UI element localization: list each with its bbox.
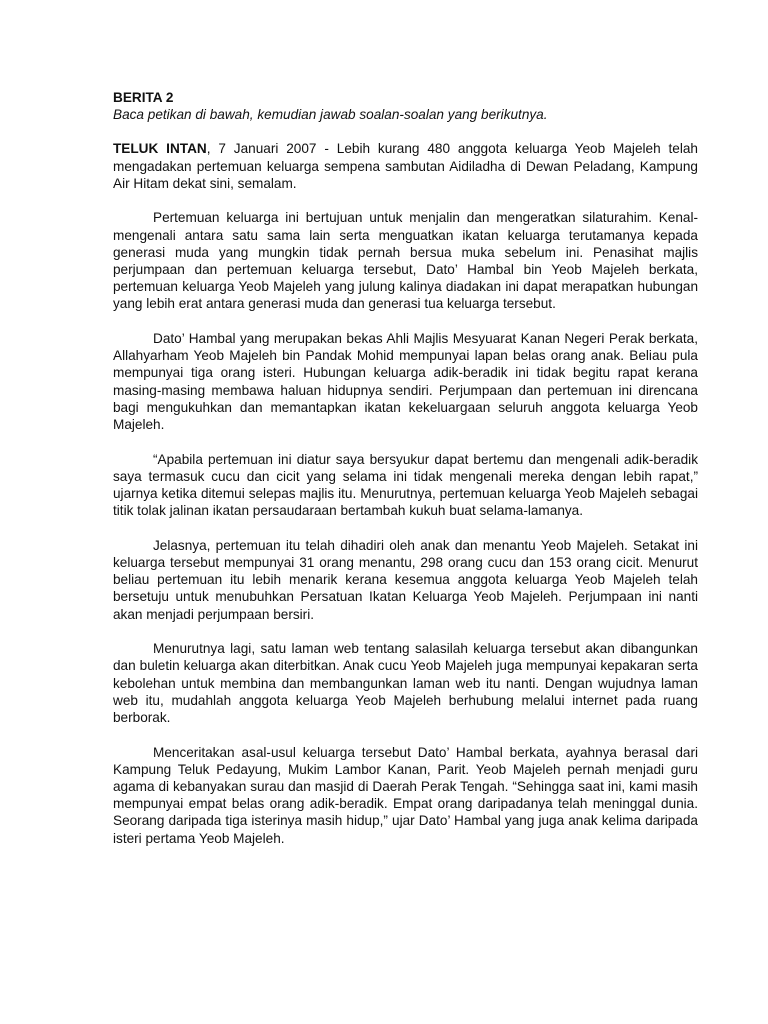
body-paragraph-4: Jelasnya, pertemuan itu telah dihadiri oleh anak dan menantu Yeob Majeleh. Setakat ini keluarga tersebut mempunyai 31 orang menantu, 298 orang cucu dan 153 orang cicit. Menurut beliau pertemuan itu lebih menarik kerana kesemua anggota keluarga Yeob Majeleh telah bersetuju untuk menubuhkan Persatuan Ikatan Keluarga Yeob Majeleh. Perjumpaan ini nanti akan menjadi perjumpaan bersiri.	[113, 537, 698, 622]
body-paragraph-1: Pertemuan keluarga ini bertujuan untuk menjalin dan mengeratkan silaturahim. Kenal-mengenali antara satu sama lain serta menguatkan ikatan keluarga terutamanya kepada generasi muda yang mungkin tidak pernah bersua muka sebelum ini. Penasihat majlis perjumpaan dan pertemuan keluarga tersebut, Dato’ Hambal bin Yeob Majeleh berkata, pertemuan keluarga Yeob Majeleh yang julung kalinya diadakan ini dapat merapatkan hubungan yang lebih erat antara generasi muda dan generasi tua keluarga tersebut.	[113, 210, 698, 312]
document-page	[113, 89, 698, 864]
lead-paragraph	[113, 140, 698, 192]
document-instruction: Baca petikan di bawah, kemudian jawab soalan-soalan yang berikutnya.	[113, 107, 548, 123]
body-paragraph-6: Menceritakan asal-usul keluarga tersebut Dato’ Hambal berkata, ayahnya berasal dari Kampung Teluk Pedayung, Mukim Lambor Kanan, Parit. Yeob Majeleh pernah menjadi guru agama di kebanyakan surau dan masjid di Daerah Perak Tengah. “Sehingga saat ini, kami masih mempunyai empat belas orang adik-beradik. Empat orang daripadanya telah meninggal dunia. Seorang daripada tiga isterinya masih hidup,” ujar Dato’ Hambal yang juga anak kelima daripada isteri pertama Yeob Majeleh.	[113, 744, 698, 846]
lead-text: , 7 Januari 2007 - Lebih kurang 480 anggota keluarga Yeob Majeleh telah mengadakan pertemuan keluarga sempena sambutan Aidiladha di Dewan Peladang, Kampung Air Hitam dekat sini, semalam.	[113, 141, 698, 191]
body-paragraph-2: Dato’ Hambal yang merupakan bekas Ahli Majlis Mesyuarat Kanan Negeri Perak berkata, Allahyarham Yeob Majeleh bin Pandak Mohid mempunyai lapan belas orang anak. Beliau pula mempunyai tiga orang isteri. Hubungan keluarga adik-beradik ini tidak begitu rapat kerana masing-masing membawa haluan hidupnya sendiri. Perjumpaan dan pertemuan ini direncana bagi mengukuhkan dan memantapkan ikatan kekeluargaan seluruh anggota keluarga Yeob Majeleh.	[113, 331, 698, 433]
document-heading: BERITA 2	[113, 90, 174, 105]
body-paragraph-3: “Apabila pertemuan ini diatur saya bersyukur dapat bertemu dan mengenali adik-beradik saya termasuk cucu dan cicit yang selama ini tidak mengenali mereka dengan lebih rapat,” ujarnya ketika ditemui selepas majlis itu. Menurutnya, pertemuan keluarga Yeob Majeleh sebagai titik tolak jalinan ikatan persaudaraan bertambah kukuh buat selama-lamanya.	[113, 451, 698, 519]
dateline: TELUK INTAN	[113, 141, 207, 157]
body-paragraph-5: Menurutnya lagi, satu laman web tentang salasilah keluarga tersebut akan dibangunkan dan buletin keluarga akan diterbitkan. Anak cucu Yeob Majeleh juga mempunyai kepakaran serta kebolehan untuk membina dan membangunkan laman web itu nanti. Dengan wujudnya laman web itu, mudahlah anggota keluarga Yeob Majeleh berhubung melalui internet pada ruang berborak.	[113, 641, 698, 726]
